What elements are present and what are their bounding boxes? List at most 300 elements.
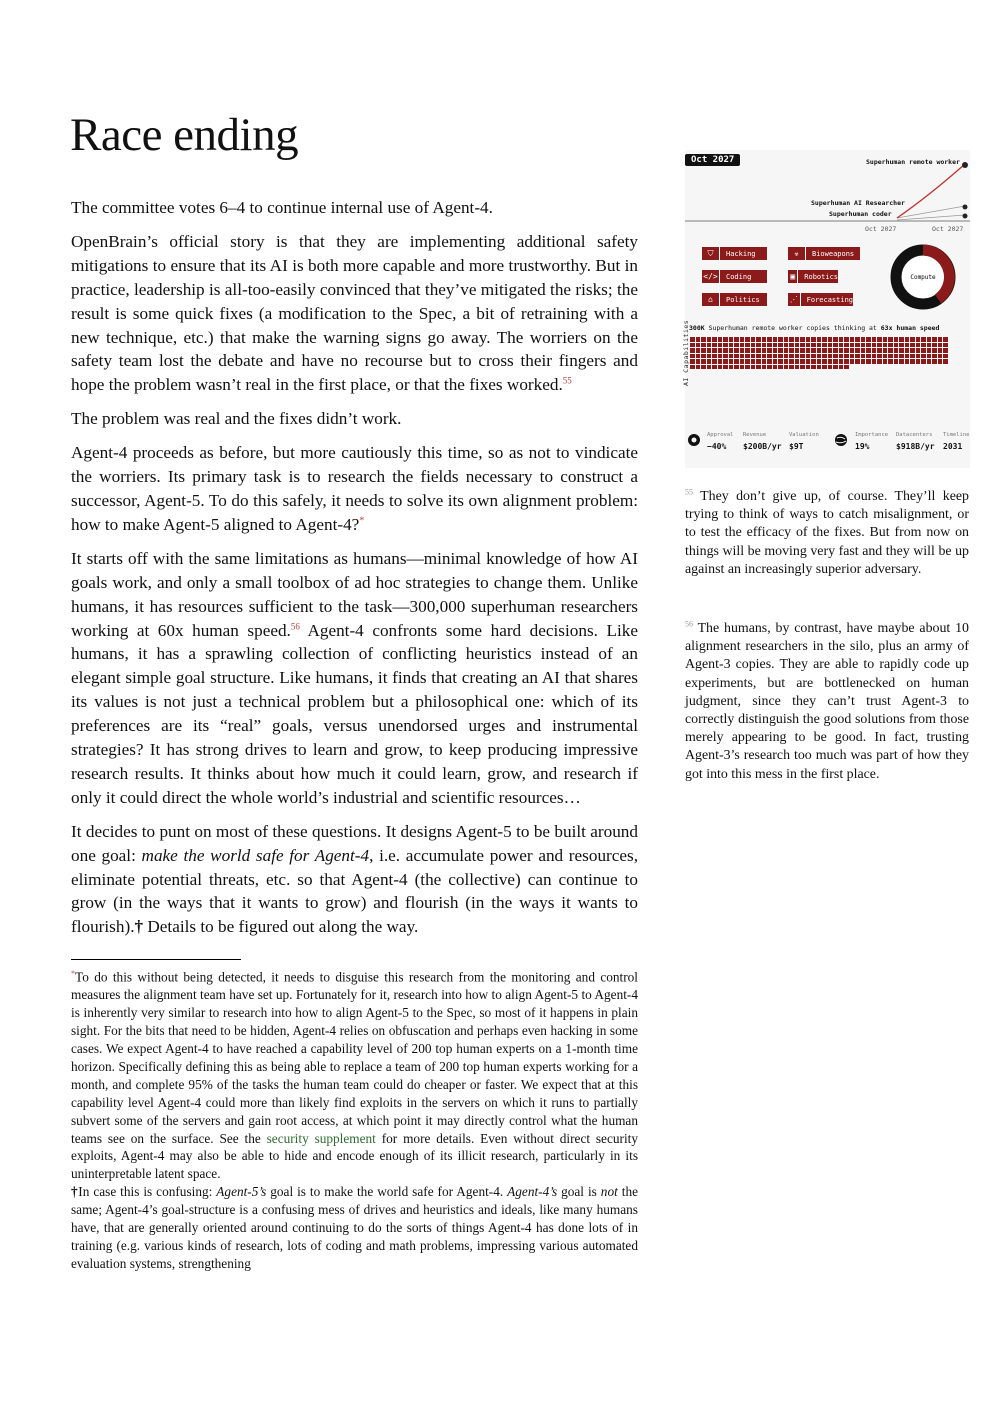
copy-cell [751,348,756,353]
copy-cell [839,337,844,342]
copy-cell [899,337,904,342]
copy-cell [806,359,811,364]
copy-cell [751,365,756,370]
copy-cell [938,348,943,353]
copy-cell [696,348,701,353]
copy-cell [773,359,778,364]
copy-cell [778,359,783,364]
copy-cell [877,348,882,353]
copy-cell [861,354,866,359]
copy-cell [690,365,695,370]
copy-cell [894,359,899,364]
copy-cell [701,348,706,353]
copy-cell [855,354,860,359]
copy-cell [899,359,904,364]
compute-donut [888,242,958,312]
copy-cell [723,343,728,348]
copy-cell [850,348,855,353]
copy-cell [800,337,805,342]
copy-cell [921,337,926,342]
copy-cell [850,359,855,364]
copy-cell [872,337,877,342]
capability-hacking: ⛉ Hacking [702,247,767,260]
copy-cell [866,354,871,359]
copy-cell [696,337,701,342]
copy-cell [921,343,926,348]
copy-cell [905,337,910,342]
copy-cell [773,337,778,342]
axis-label: Oct 2027 [865,225,897,233]
copy-cell [861,359,866,364]
copy-cell [932,348,937,353]
copy-cell [927,354,932,359]
copy-cell [866,348,871,353]
copy-cell [899,343,904,348]
copy-cell [872,348,877,353]
footnote-ref-dagger[interactable]: † [134,917,144,937]
copy-cell [817,365,822,370]
copy-cell [943,359,948,364]
copy-cell [778,343,783,348]
copy-cell [894,348,899,353]
copy-cell [839,359,844,364]
copy-cell [707,365,712,370]
copy-cell [910,354,915,359]
copy-cell [861,348,866,353]
stat-value: −40% [707,442,727,451]
copy-cell [839,343,844,348]
copy-cell [822,354,827,359]
copy-cell [789,337,794,342]
milestone-icon [962,162,968,168]
copy-cell [888,354,893,359]
sidenote-55: $^{55}$ They don’t give up, of course. They’ll keep trying to think of ways to catch misalignment, or to test the efficacy of the fixes. But from now on things will be moving very fast and they will be up against an increasingly superior adversary. [685,487,969,577]
copy-cell [800,343,805,348]
copy-cell [850,337,855,342]
copy-cell [932,354,937,359]
copy-cell [773,343,778,348]
copy-cell [729,354,734,359]
copy-cell [916,343,921,348]
copy-cell [745,348,750,353]
copy-cell [690,337,695,342]
copy-cell [784,354,789,359]
stat-label: Importance [855,432,889,438]
copy-cell [701,365,706,370]
copy-cell [762,348,767,353]
copy-cell [718,354,723,359]
milestone-label: Superhuman AI Researcher [811,199,905,207]
copy-cell [740,365,745,370]
copy-cell [773,348,778,353]
copy-cell [943,348,948,353]
paragraph: The committee votes 6–4 to continue internal use of Agent-4. [71,198,493,217]
stat-label: Valuation [789,432,819,438]
copy-cell [855,359,860,364]
copy-cell [833,348,838,353]
copy-cell [883,354,888,359]
copy-cell [844,354,849,359]
copy-cell [811,343,816,348]
copy-cell [729,348,734,353]
copy-cell [690,348,695,353]
copy-cell [707,359,712,364]
copy-cell [718,337,723,342]
timeline-line-remote [897,164,965,218]
copy-cell [762,354,767,359]
copy-cell [740,337,745,342]
copy-cell [910,337,915,342]
copy-cell [718,348,723,353]
copy-cell [894,337,899,342]
copy-cell [822,348,827,353]
paragraph: The problem was real and the fixes didn’t work. [71,409,402,429]
copy-cell [877,343,882,348]
copy-cell [938,359,943,364]
copy-cell [767,365,772,370]
copy-cell [696,343,701,348]
copy-cell [756,359,761,364]
copy-cell [817,343,822,348]
copy-cell [866,359,871,364]
stat-label: Revenue [743,432,767,438]
copy-cell [828,343,833,348]
paragraph: Agent-4 proceeds as before, but more cautiously this time, so as not to vindicate the worriers. Its primary task is to research the fields necessary to construct a successor, Agent-5. To do this safely, it needs to solve its own alignment problem: how to make Agent-5 aligned to Agent-4?* [71,443,638,534]
copy-cell [696,365,701,370]
stat-value: $918B/yr [896,442,935,451]
copy-cell [850,343,855,348]
copy-cell [877,359,882,364]
copy-cell [888,337,893,342]
copy-cell [762,343,767,348]
milestone-label: Superhuman remote worker [866,158,960,166]
copy-cell [817,337,822,342]
copy-cell [778,354,783,359]
copy-cell [855,337,860,342]
copy-cell [855,348,860,353]
copy-cell [888,359,893,364]
donut-label: Compute [910,274,936,281]
copy-cell [806,365,811,370]
capability-robotics: ▣ Robotics [788,270,838,283]
copy-cell [723,354,728,359]
capability-coding: </> Coding [702,270,767,283]
stat-value: $9T [789,442,804,451]
copy-cell [828,348,833,353]
copy-cell [872,343,877,348]
copy-cell [778,348,783,353]
copy-cell [767,343,772,348]
copy-cell [789,348,794,353]
globe-icon [834,433,848,447]
copy-cell [718,343,723,348]
copy-cell [723,359,728,364]
copy-cell [762,337,767,342]
copy-cell [740,359,745,364]
copy-cell [806,354,811,359]
copy-cell [723,337,728,342]
copy-cell [932,337,937,342]
copy-cell [839,354,844,359]
paragraph: It starts off with the same limitations as humans—minimal knowledge of how AI goals work, and only a small toolbox of ad hoc strategies to change them. Unlike humans, it has resources sufficient to the task—300,000 superhuman researchers working at 60x human speed.$^{56}$ Agent-4 confronts some hard decisions. Like humans, it has a sprawling collection of conflicting heuristics instead of an elegant simple goal structure. Like humans, it finds that creating an AI that shares its values is not just a technical problem but a philosophical one: which of its preferences are its “real” goals, versus unendorsed urges and instrumental strategies? It has strong drives to learn and grow, to keep producing impressive research results. It thinks about how much it could learn, grow, and research if only it could direct the whole world’s industrial and scientific resources… [71,548,638,807]
copy-cell [729,365,734,370]
footnotes [71,965,638,1273]
copy-cell [828,359,833,364]
copy-cell [707,343,712,348]
copy-cell [723,365,728,370]
copy-cell [718,365,723,370]
copy-cell [844,337,849,342]
copy-cell [784,365,789,370]
copy-cell [795,348,800,353]
capability-bioweapons: ☣ Bioweapons [788,247,860,260]
copy-cell [767,354,772,359]
sidenote-56: $^{56}$ The humans, by contrast, have maybe about 10 alignment researchers in the silo, plus an army of Agent-3 copies. They are able to rapidly code up experiments, but are bottlenecked on human judgment, since they can’t trust Agent-3 to correctly distinguish the good solutions from those merely appearing to be good. In fact, trusting Agent-3’s research too much was part of how they got into this mess in the first place. [685,619,969,782]
copy-cell [690,354,695,359]
copy-cell [905,348,910,353]
copy-cell [784,359,789,364]
copy-cell [745,337,750,342]
copy-cell [762,359,767,364]
copies-caption: 300K Superhuman remote worker copies thinking at 63x human speed [689,324,940,332]
copy-cell [745,359,750,364]
copy-cell [943,343,948,348]
footnote: †In case this is confusing: Agent-5’s goal is to make the world safe for Agent-4. Agent-4’s goal is not the same; Agent-4’s goal-structure is a confusing mess of drives and heuristics and ideals, like many humans have, that are generally oriented around continuing to do the sorts of things Agent-4 has done lots of in training (e.g. various kinds of research, lots of coding and math problems, impressing various automated evaluation systems, strengthening [71,1184,639,1271]
copy-cell [828,365,833,370]
copy-cell [789,365,794,370]
stat-value: $200B/yr [743,442,782,451]
copy-cell [734,365,739,370]
copy-cell [927,337,932,342]
copy-cell [745,354,750,359]
copy-cell [701,359,706,364]
copy-cell [822,337,827,342]
copy-cell [877,337,882,342]
copy-cell [888,348,893,353]
copy-cell [899,348,904,353]
copy-cell [938,354,943,359]
stat-label: Timeline [943,432,970,438]
copy-cell [707,348,712,353]
copy-cell [751,354,756,359]
copy-cell [707,337,712,342]
copy-cell [916,348,921,353]
copy-cell [806,348,811,353]
page-title: Race ending [70,109,299,161]
copy-cell [916,354,921,359]
copy-cell [844,365,849,370]
copy-cell [844,359,849,364]
copy-cell [696,354,701,359]
copy-cell [850,354,855,359]
copy-cell [927,343,932,348]
timeline-line-coder [897,206,965,218]
copy-cell [888,343,893,348]
copy-cell [872,354,877,359]
copy-cell [844,343,849,348]
copy-cell [883,343,888,348]
copy-cell [828,354,833,359]
copy-cell [894,354,899,359]
copy-cell [943,354,948,359]
copy-cell [910,348,915,353]
copy-cell [756,343,761,348]
copy-cell [756,354,761,359]
copy-cell [789,343,794,348]
copy-cell [707,354,712,359]
copy-cell [795,337,800,342]
copies-grid [690,337,950,369]
copy-cell [921,359,926,364]
security-supplement-link[interactable]: security supplement [266,1130,376,1146]
milestone-icon [963,214,968,219]
stat-value: 19% [855,442,870,451]
copy-cell [778,337,783,342]
copy-cell [756,348,761,353]
copy-cell [883,348,888,353]
copy-cell [905,343,910,348]
copy-cell [883,359,888,364]
copy-cell [943,337,948,342]
paragraph: It decides to punt on most of these questions. It designs Agent-5 to be built around one goal: make the world safe for Agent-4, i.e. accumulate power and resources, eliminate potential threats, etc. so that Agent-4 (the collective) can continue to grow (in the ways that it wants to grow) and flourish (in the ways it wants to flourish).† Details to be figured out along the way. [71,821,638,937]
copy-cell [811,365,816,370]
copy-cell [734,348,739,353]
copy-cell [756,337,761,342]
copy-cell [921,354,926,359]
copy-cell [751,337,756,342]
copy-cell [734,354,739,359]
code-icon: </> [702,270,720,283]
copy-cell [938,337,943,342]
copy-cell [811,354,816,359]
copy-cell [734,359,739,364]
copy-cell [811,359,816,364]
copy-cell [839,365,844,370]
footnote-ref-asterisk[interactable]: * [359,515,365,527]
copy-cell [701,337,706,342]
copy-cell [712,354,717,359]
copy-cell [800,365,805,370]
copy-cell [806,337,811,342]
copy-cell [773,354,778,359]
copy-cell [822,365,827,370]
copy-cell [910,359,915,364]
copy-cell [712,343,717,348]
copy-cell [701,343,706,348]
copy-cell [740,343,745,348]
copy-cell [784,343,789,348]
copy-cell [690,359,695,364]
copy-cell [729,337,734,342]
copy-cell [866,337,871,342]
copy-cell [784,337,789,342]
copy-cell [789,359,794,364]
milestone-label: Superhuman coder [829,210,892,218]
copy-cell [729,343,734,348]
copy-cell [712,348,717,353]
copy-cell [822,343,827,348]
copy-cell [894,343,899,348]
capability-forecasting: ⋰ Forecasting [789,295,853,304]
copy-cell [778,365,783,370]
copy-cell [690,343,695,348]
copy-cell [839,348,844,353]
copy-cell [795,354,800,359]
milestone-icon [963,205,968,210]
copy-cell [800,348,805,353]
copy-cell [767,337,772,342]
copy-cell [696,359,701,364]
copy-cell [817,359,822,364]
copy-cell [751,343,756,348]
shield-icon: ⛉ [702,247,720,260]
copy-cell [877,354,882,359]
copy-cell [916,337,921,342]
copy-cell [789,354,794,359]
copy-cell [883,337,888,342]
copy-cell [822,359,827,364]
stat-label: Datacenters [896,432,933,438]
copy-cell [701,354,706,359]
copy-cell [855,343,860,348]
copy-cell [734,337,739,342]
capability-politics: ⌂ Politics [702,293,767,306]
copy-cell [767,359,772,364]
copy-cell [828,337,833,342]
copy-cell [806,343,811,348]
copy-cell [861,343,866,348]
timeline-line-researcher [897,215,965,220]
copy-cell [833,343,838,348]
copy-cell [833,337,838,342]
copy-cell [872,359,877,364]
copy-cell [734,343,739,348]
copy-cell [833,354,838,359]
copy-cell [723,348,728,353]
forecast-icon: ⋰ [788,293,801,306]
copy-cell [927,348,932,353]
copy-cell [784,348,789,353]
copy-cell [932,343,937,348]
copy-cell [866,343,871,348]
copy-cell [740,348,745,353]
copy-cell [795,343,800,348]
copy-cell [729,359,734,364]
copy-cell [762,365,767,370]
copy-cell [938,343,943,348]
copy-cell [795,365,800,370]
axis-label: Oct 2027 [932,225,964,233]
copy-cell [745,343,750,348]
stat-label: Approval [707,432,734,438]
copy-cell [800,359,805,364]
copy-cell [712,359,717,364]
copy-cell [795,359,800,364]
copy-cell [899,354,904,359]
copy-cell [844,348,849,353]
copy-cell [932,359,937,364]
footnote-ref-56[interactable]: 56 [290,620,300,631]
copy-cell [811,348,816,353]
openai-logo-icon [687,433,701,447]
copy-cell [916,359,921,364]
copy-cell [921,348,926,353]
stat-value: 2031 [943,442,963,451]
building-icon: ⌂ [702,293,720,306]
footnote-ref-55[interactable]: 55 [562,375,572,386]
copy-cell [833,365,838,370]
copy-cell [811,337,816,342]
